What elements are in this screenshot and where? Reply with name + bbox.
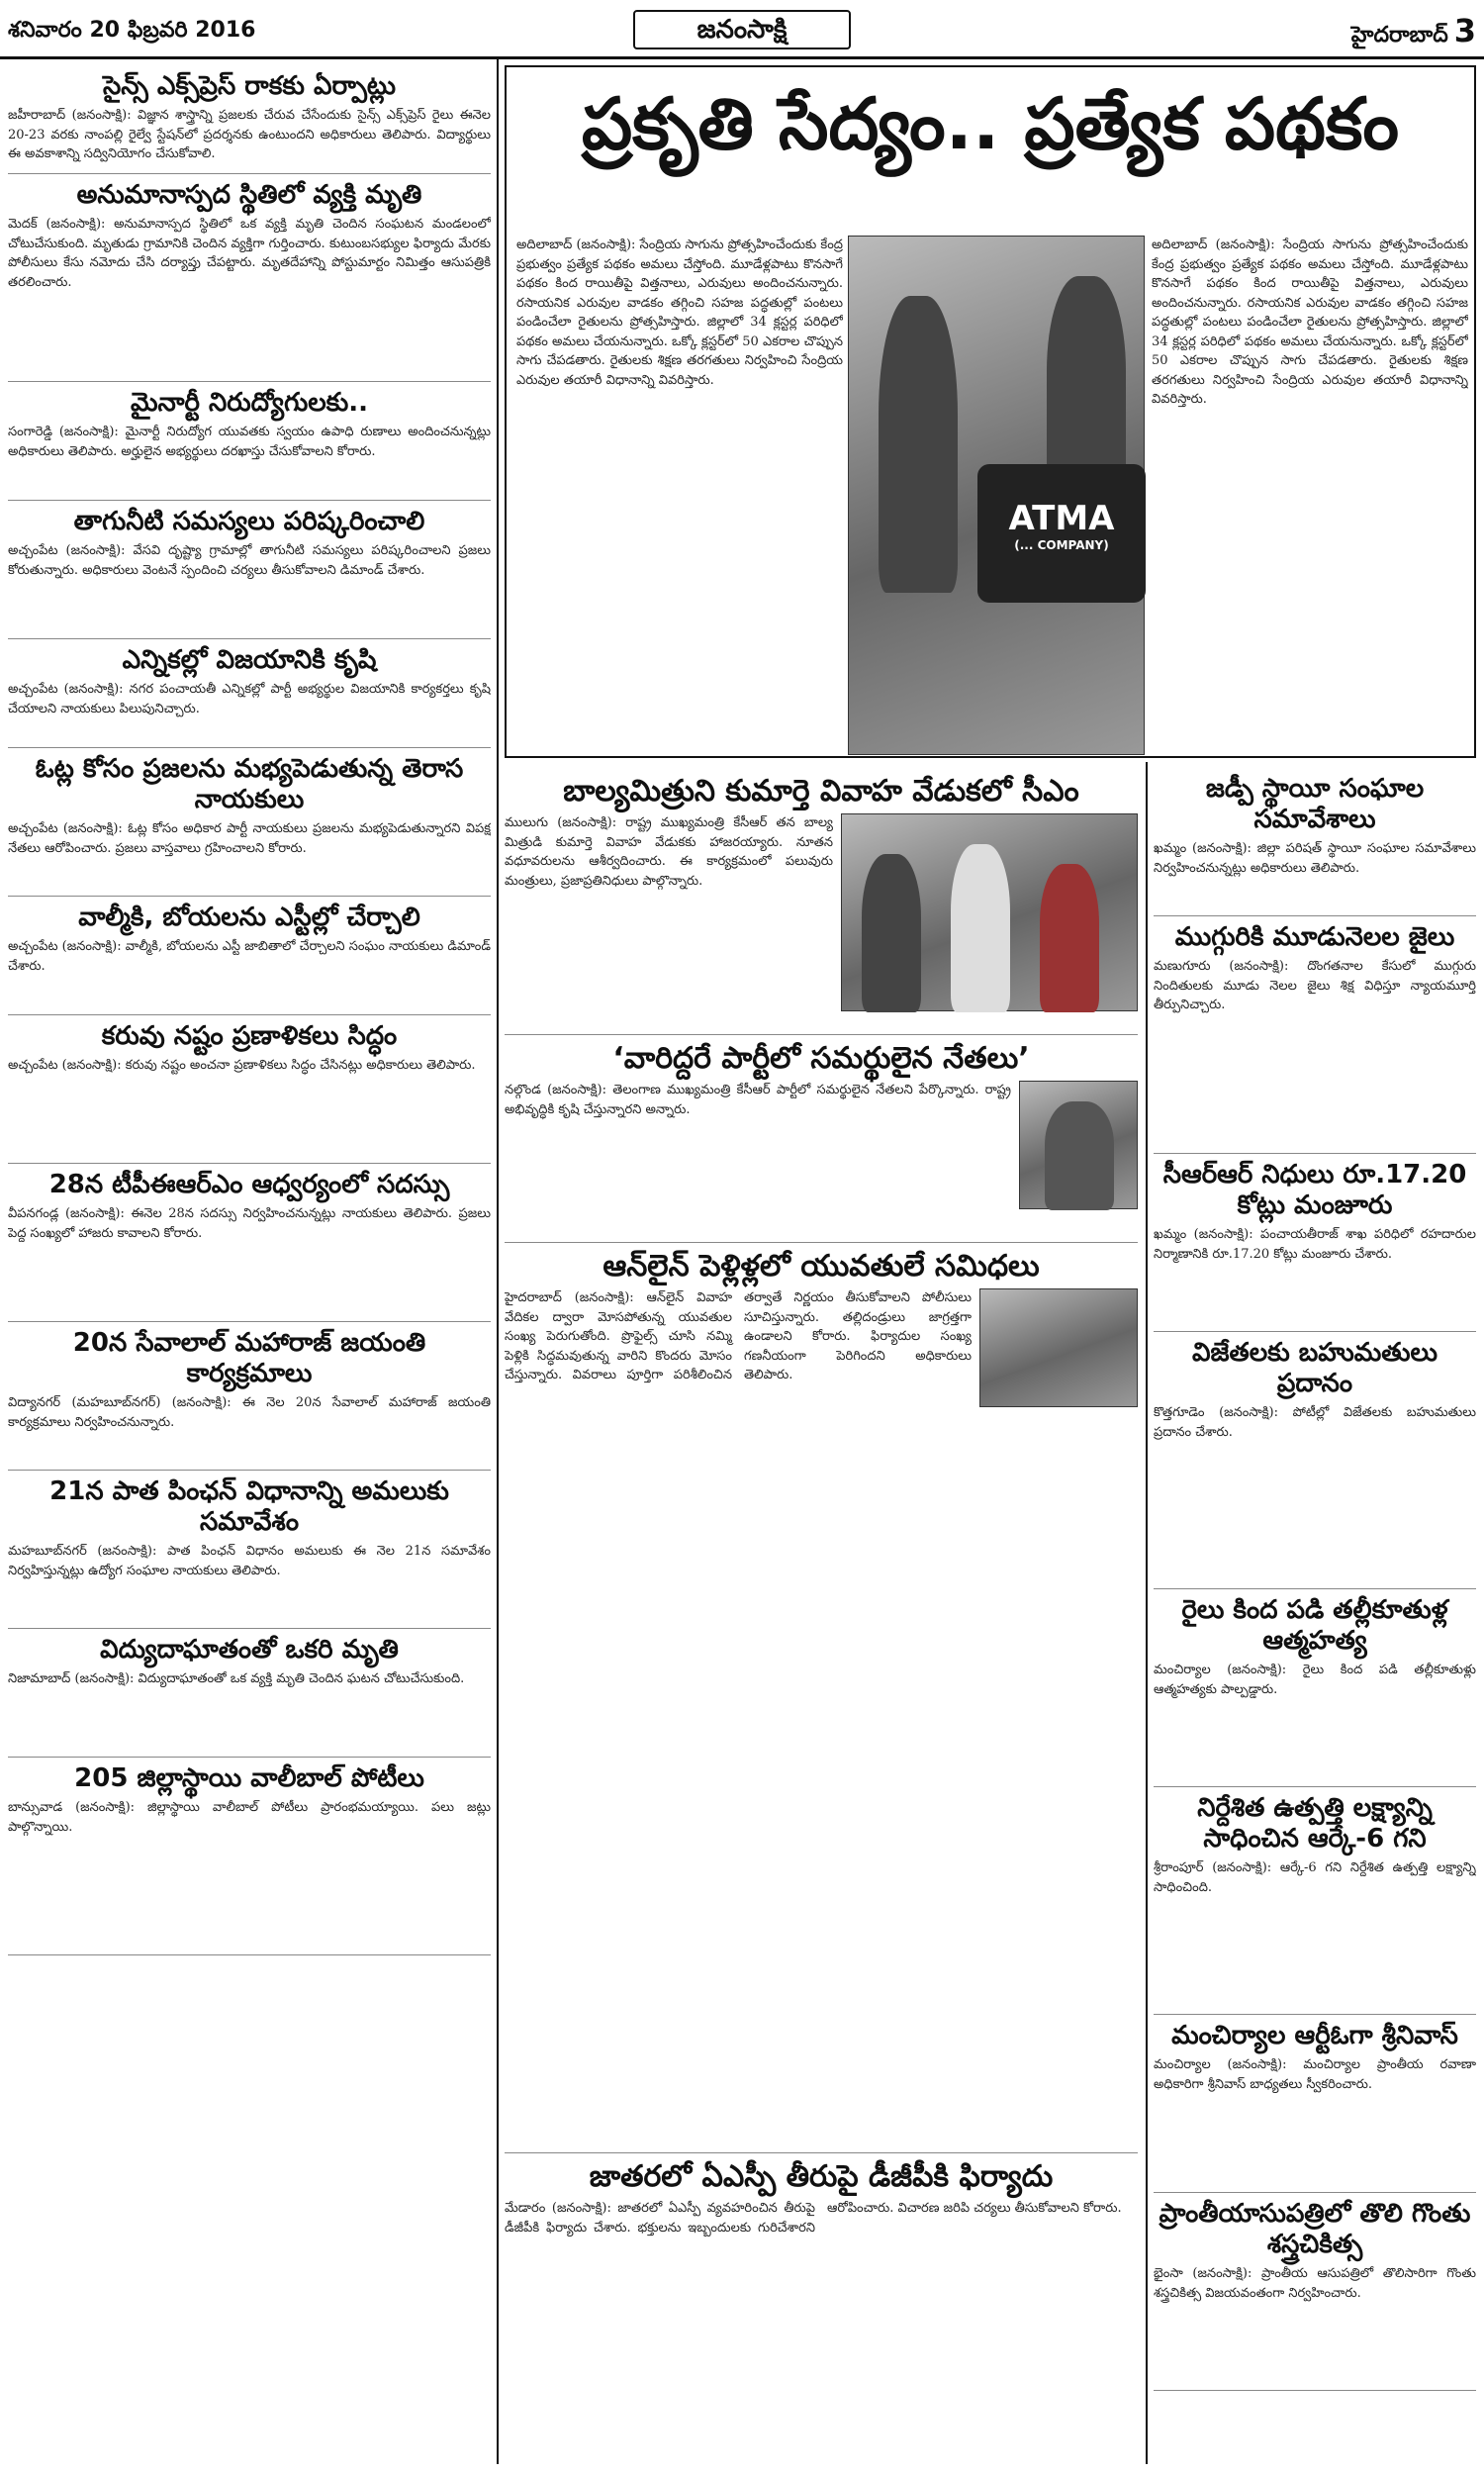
story-headline: తాగునీటి సమస్యలు పరిష్కరించాలి [73, 507, 425, 536]
story-body: అచ్చంపేట (జనంసాక్షి): వాల్మీకి, బోయలను ఎస్టీ జాబితాలో చేర్చాలని సంఘం నాయకులు డిమాండ్‌ చేశారు. [8, 939, 491, 974]
story-body: భైంసా (జనంసాక్షి): ప్రాంతీయ ఆసుపత్రిలో తొలిసారిగా గొంతు శస్త్రచికిత్స విజయవంతంగా నిర్వహించారు. [1154, 2266, 1476, 2301]
story-headline: విజేతలకు బహుమతులు ప్రదానం [1192, 1338, 1438, 1399]
masthead [0, 0, 1484, 59]
news-story [8, 174, 491, 382]
page-number: 3 [1453, 12, 1476, 49]
lead-body-right [1152, 236, 1468, 750]
story-body: నిజామాబాద్‌ (జనంసాక్షి): విద్యుదాఘాతంతో ఒక వ్యక్తి మృతి చెందిన ఘటన చోటుచేసుకుంది. [8, 1671, 465, 1687]
news-story [1154, 2015, 1476, 2193]
story-headline: జడ్పీ స్థాయీ సంఘాల సమావేశాలు [1205, 774, 1425, 835]
lead-body-left [516, 236, 843, 750]
story-headline: ఆన్‌లైన్‌ పెళ్లిళ్లలో యువతులే సమిధలు [603, 1249, 1040, 1284]
story-body: మేడారం (జనంసాక్షి): జాతరలో ఏఎస్పీ వ్యవహరించిన తీరుపై డీజీపీకి ఫిర్యాదు చేశారు. భక్తులను ఇబ్బందులకు గురిచేశారని ఆరోపించారు. విచారణ జరిపి చర్యలు తీసుకోవాలని కోరారు. [505, 2201, 1122, 2236]
lead-headline: ప్రకృతి సేద్యం.. ప్రత్యేక పథకం [581, 82, 1400, 165]
story-headline: నిర్దేశిత ఉత్పత్తి లక్ష్యాన్ని సాధించిన ఆర్కే-6 గని [1197, 1793, 1433, 1855]
page-info [1351, 12, 1476, 52]
story-headline: రైలు కింద పడి తల్లీకూతుళ్ల ఆత్మహత్య [1181, 1595, 1448, 1657]
person-figure [1045, 1101, 1114, 1210]
story-headline: ముగ్గురికి మూడునెలల జైలు [1174, 922, 1455, 952]
news-story [8, 639, 491, 748]
story-headline: జాతరలో ఏఎస్పీ తీరుపై డీజీపీకి ఫిర్యాదు [589, 2159, 1054, 2194]
story-body: మహబూబ్‌నగర్‌ (జనంసాక్షి): పాత పింఛన్‌ విధానం అమలుకు ఈ నెల 21న సమావేశం నిర్వహిస్తున్నట్లు ఉద్యోగ సంఘాల నాయకులు తెలిపారు. [8, 1544, 491, 1578]
news-story [8, 1758, 491, 1955]
news-story [1154, 1589, 1476, 1787]
story-body: వీపనగండ్ల (జనంసాక్షి): ఈనెల 28న సదస్సు నిర్వహించనున్నట్లు నాయకులు తెలిపారు. ప్రజలు పెద్ద సంఖ్యలో హాజరు కావాలని కోరారు. [8, 1206, 491, 1241]
news-story [8, 897, 491, 1015]
drum-label: ATMA [1008, 499, 1115, 538]
story-headline: మంచిర్యాల ఆర్టీఓగా శ్రీనివాస్‌ [1171, 2021, 1458, 2050]
story-body: అచ్చంపేట (జనంసాక్షి): కరువు నష్టం అంచనా ప్రణాళికలు సిద్ధం చేసినట్లు అధికారులు తెలిపారు. [8, 1058, 476, 1074]
leader-portrait [1019, 1081, 1138, 1209]
story-headline: ఎన్నికల్లో విజయానికి కృషి [122, 645, 377, 675]
story-body: మెదక్‌ (జనంసాక్షి): అనుమానాస్పద స్థితిలో ఒక వ్యక్తి మృతి చెందిన సంఘటన మండలంలో చోటుచేసుకుంది. మృతుడు గ్రామానికి చెందిన వ్యక్తిగా గుర్తించారు. కుటుంబసభ్యుల ఫిర్యాదు మేరకు పోలీసులు కేసు నమోదు చేసి దర్యాప్తు చేపట్టారు. మృతదేహాన్ని పోస్టుమార్టం నిమిత్తం ఆసుపత్రికి తరలించారు. [8, 217, 491, 290]
wedding-photo [841, 813, 1138, 1011]
story-headline: సైన్స్‌ ఎక్స్‌ప్రెస్‌ రాకకు ఏర్పాట్లు [103, 71, 396, 101]
story-body: కొత్తగూడెం (జనంసాక్షి): పోటీల్లో విజేతలకు బహుమతులు ప్రదానం చేశారు. [1154, 1405, 1476, 1440]
lead-body-cont: అదిలాబాద్‌ (జనంసాక్షి): సేంద్రియ సాగును ప్రోత్సహించేందుకు కేంద్ర ప్రభుత్వం ప్రత్యేక పథకం అమలు చేస్తోంది. మూడేళ్లపాటు కొనసాగే పథకం కింద రాయితీపై విత్తనాలు, ఎరువులు అందించనున్నారు. రసాయనిక ఎరువుల వాడకం తగ్గించి సహజ పద్ధతుల్లో పంటలు పండించేలా రైతులను ప్రోత్సహిస్తారు. జిల్లాలో 34 క్లస్టర్ల పరిధిలో పథకం అమలు చేయనున్నారు. ఒక్కో క్లస్టర్‌లో 50 ఎకరాల చొప్పున సాగు చేపడతారు. రైతులకు శిక్షణ తరగతులు నిర్వహించి సేంద్రియ ఎరువుల తయారీ విధానాన్ని వివరిస్తారు. [1152, 238, 1468, 407]
issue-date: శనివారం 20 ఫిబ్రవరి 2016 [8, 18, 256, 43]
right-column [1154, 768, 1476, 2466]
story-headline: 20న సేవాలాల్‌ మహారాజ్‌ జయంతి కార్యక్రమాలు [72, 1328, 426, 1389]
news-story [8, 748, 491, 897]
paper-logo: జనంసాక్షి [633, 10, 851, 49]
story-body: హైదరాబాద్‌ (జనంసాక్షి): ఆన్‌లైన్‌ వివాహ వేదికల ద్వారా మోసపోతున్న యువతుల సంఖ్య పెరుగుతోంది. ప్రొఫైల్స్‌ చూసి నమ్మి పెళ్లికి సిద్ధమవుతున్న వారిని కొందరు మోసం చేస్తున్నారు. వివరాలు పూర్తిగా పరిశీలించిన తర్వాతే నిర్ణయం తీసుకోవాలని పోలీసులు సూచిస్తున్నారు. తల్లిదండ్రులు జాగ్రత్తగా ఉండాలని కోరారు. ఫిర్యాదుల సంఖ్య గణనీయంగా పెరిగిందని అధికారులు తెలిపారు. [505, 1290, 972, 1382]
drum-sublabel: (... COMPANY) [1014, 538, 1109, 552]
story-body: అచ్చంపేట (జనంసాక్షి): వేసవి దృష్ట్యా గ్రామాల్లో తాగునీటి సమస్యలు పరిష్కరించాలని ప్రజలు కోరుతున్నారు. అధికారులు వెంటనే స్పందించి చర్యలు తీసుకోవాలని డిమాండ్‌ చేశారు. [8, 543, 491, 578]
story-headline: అనుమానాస్పద స్థితిలో వ్యక్తి మృతి [76, 180, 422, 210]
person-figure [951, 844, 1010, 1012]
news-story [1154, 768, 1476, 916]
left-column [8, 65, 491, 2468]
news-story [8, 65, 491, 174]
story-body: శ్రీరాంపూర్‌ (జనంసాక్షి): ఆర్కే-6 గని నిర్దేశిత ఉత్పత్తి లక్ష్యాన్ని సాధించింది. [1154, 1860, 1476, 1895]
news-story [8, 1164, 491, 1322]
story-asp-complaint [505, 2159, 1138, 2456]
story-body: బాన్సువాడ (జనంసాక్షి): జిల్లాస్థాయి వాలీబాల్‌ పోటీలు ప్రారంభమయ్యాయి. పలు జట్లు పాల్గొన్నాయి. [8, 1800, 491, 1835]
news-story [8, 501, 491, 639]
story-headline: బాల్యమిత్రుని కుమార్తె వివాహ వేడుకలో సీఎం [563, 774, 1079, 809]
news-story [1154, 1332, 1476, 1589]
news-story [1154, 1787, 1476, 2015]
atma-drum [977, 464, 1146, 603]
news-story [8, 1322, 491, 1471]
story-body: సంగారెడ్డి (జనంసాక్షి): మైనార్టీ నిరుద్యోగ యువతకు స్వయం ఉపాధి రుణాలు అందించనున్నట్లు అధికారులు తెలిపారు. అర్హులైన అభ్యర్థులు దరఖాస్తు చేసుకోవాలని కోరారు. [8, 425, 491, 459]
lead-body: అదిలాబాద్‌ (జనంసాక్షి): సేంద్రియ సాగును ప్రోత్సహించేందుకు కేంద్ర ప్రభుత్వం ప్రత్యేక పథకం అమలు చేస్తోంది. మూడేళ్లపాటు కొనసాగే పథకం కింద రాయితీపై విత్తనాలు, ఎరువులు అందించనున్నారు. రసాయనిక ఎరువుల వాడకం తగ్గించి సహజ పద్ధతుల్లో పంటలు పండించేలా రైతులను ప్రోత్సహిస్తారు. జిల్లాలో 34 క్లస్టర్ల పరిధిలో పథకం అమలు చేయనున్నారు. ఒక్కో క్లస్టర్‌లో 50 ఎకరాల చొప్పున సాగు చేపడతారు. రైతులకు శిక్షణ తరగతులు నిర్వహించి సేంద్రియ ఎరువుల తయారీ విధానాన్ని వివరిస్తారు. [516, 238, 843, 388]
story-headline: 21న పాత పింఛన్‌ విధానాన్ని అమలుకు సమావేశం [49, 1476, 449, 1538]
column-rule [497, 59, 499, 2464]
story-body: మణుగూరు (జనంసాక్షి): దొంగతనాల కేసులో ముగ్గురు నిందితులకు మూడు నెలల జైలు శిక్ష విధిస్తూ న్యాయమూర్తి తీర్పునిచ్చారు. [1154, 959, 1476, 1013]
story-body: అచ్చంపేట (జనంసాక్షి): ఓట్ల కోసం అధికార పార్టీ నాయకులు ప్రజలను మభ్యపెడుతున్నారని విపక్ష నేతలు ఆరోపించారు. ప్రజలు వాస్తవాలు గ్రహించాలని కోరారు. [8, 821, 491, 856]
story-body: అచ్చంపేట (జనంసాక్షి): నగర పంచాయతీ ఎన్నికల్లో పార్టీ అభ్యర్థుల విజయానికి కార్యకర్తలు కృషి చేయాలని నాయకులు పిలుపునిచ్చారు. [8, 682, 491, 716]
story-headline: ప్రాంతీయాసుపత్రిలో తొలి గొంతు శస్త్రచికిత్స [1159, 2199, 1471, 2260]
story-body: మంచిర్యాల (జనంసాక్షి): రైలు కింద పడి తల్లీకూతుళ్లు ఆత్మహత్యకు పాల్పడ్డారు. [1154, 1663, 1476, 1697]
person-figure [862, 854, 921, 1012]
lead-story [505, 65, 1476, 758]
story-headline: 205 జిల్లాస్థాయి వాలీబాల్‌ పోటీలు [74, 1763, 424, 1793]
column-rule [1146, 762, 1148, 2464]
story-headline: సీఆర్‌ఆర్‌ నిధులు రూ.17.20 కోట్లు మంజూరు [1162, 1160, 1467, 1221]
lead-photo [848, 236, 1145, 755]
middle-column [505, 768, 1138, 2466]
news-story [8, 1471, 491, 1629]
person-figure [879, 296, 958, 593]
story-online-marriage [505, 1243, 1138, 2153]
story-body: ములుగు (జనంసాక్షి): రాష్ట్ర ముఖ్యమంత్రి కేసీఆర్‌ తన బాల్య మిత్రుడి కుమార్తె వివాహ వేడుకకు హాజరయ్యారు. నూతన వధూవరులను ఆశీర్వదించారు. ఈ కార్యక్రమంలో పలువురు మంత్రులు, ప్రజాప్రతినిధులు పాల్గొన్నారు. [505, 815, 833, 889]
story-headline: కరువు నష్టం ప్రణాళికలు సిద్ధం [101, 1021, 398, 1051]
story-headline: విద్యుదాఘాతంతో ఒకరి మృతి [100, 1635, 399, 1665]
person-figure [1040, 864, 1099, 1012]
story-headline: ‘వారిద్దరే పార్టీలో సమర్థులైన నేతలు’ [612, 1041, 1030, 1076]
story-body: నల్గొండ (జనంసాక్షి): తెలంగాణ ముఖ్యమంత్రి కేసీఆర్‌ పార్టీలో సమర్థులైన నేతలని పేర్కొన్నారు. రాష్ట్ర అభివృద్ధికి కృషి చేస్తున్నారని అన్నారు. [505, 1083, 1011, 1117]
story-body: విద్యానగర్‌ (మహబూబ్‌నగర్‌) (జనంసాక్షి): ఈ నెల 20న సేవాలాల్‌ మహారాజ్‌ జయంతి కార్యక్రమాలు నిర్వహించనున్నారు. [8, 1395, 491, 1430]
story-cm-wedding [505, 768, 1138, 1035]
news-story [8, 1629, 491, 1758]
story-leaders [505, 1035, 1138, 1243]
news-story [8, 382, 491, 501]
news-story [1154, 2193, 1476, 2391]
woman-photo [979, 1288, 1138, 1407]
city-name: హైదరాబాద్ [1350, 23, 1448, 48]
story-headline: ఓట్ల కోసం ప్రజలను మభ్యపెడుతున్న తెరాస నాయకులు [35, 754, 464, 815]
story-headline: వాల్మీకి, బోయలను ఎస్టీల్లో చేర్చాలి [78, 903, 420, 932]
story-headline: 28న టీపీఈఆర్‌ఎం ఆధ్వర్యంలో సదస్సు [48, 1170, 450, 1199]
news-story [1154, 1154, 1476, 1332]
news-story [8, 1015, 491, 1164]
story-body: జహీరాబాద్‌ (జనంసాక్షి): విజ్ఞాన శాస్త్రాన్ని ప్రజలకు చేరువ చేసేందుకు సైన్స్‌ ఎక్స్‌ప్రెస్‌ రైలు ఈనెల 20-23 వరకు నాంపల్లి రైల్వే స్టేషన్‌లో ప్రదర్శనకు ఉంటుందని అధికారులు తెలిపారు. విద్యార్థులు ఈ అవకాశాన్ని సద్వినియోగం చేసుకోవాలి. [8, 108, 491, 162]
story-headline: మైనార్టీ నిరుద్యోగులకు.. [131, 388, 368, 418]
news-story [1154, 916, 1476, 1154]
story-body: మంచిర్యాల (జనంసాక్షి): మంచిర్యాల ప్రాంతీయ రవాణా అధికారిగా శ్రీనివాస్‌ బాధ్యతలు స్వీకరించారు. [1154, 2057, 1476, 2092]
story-body: ఖమ్మం (జనంసాక్షి): పంచాయతీరాజ్‌ శాఖ పరిధిలో రహదారుల నిర్మాణానికి రూ.17.20 కోట్లు మంజూరు చేశారు. [1154, 1227, 1476, 1262]
story-body: ఖమ్మం (జనంసాక్షి): జిల్లా పరిషత్‌ స్థాయీ సంఘాల సమావేశాలు నిర్వహించనున్నట్లు అధికారులు తెలిపారు. [1154, 841, 1476, 876]
